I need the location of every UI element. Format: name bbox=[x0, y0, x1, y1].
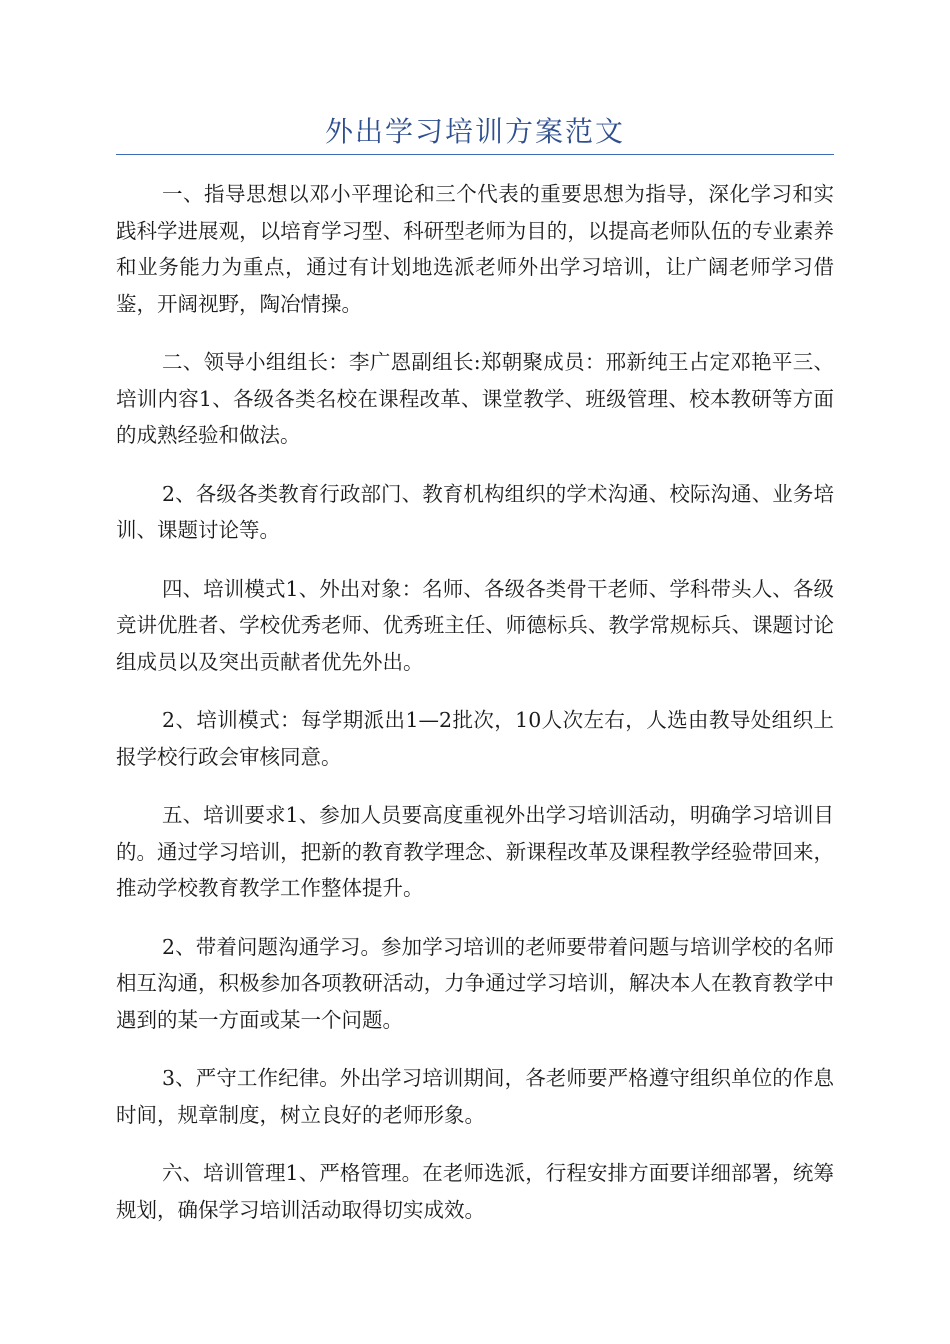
title-underline bbox=[116, 154, 834, 155]
document-body bbox=[116, 176, 834, 1250]
paragraph-discipline: 3、严守工作纪律。外出学习培训期间，各老师要严格遵守组织单位的作息时间，规章制度，树立良好的老师形象。 bbox=[116, 1066, 834, 1127]
paragraph-training-content-2: 2、各级各类教育行政部门、教育机构组织的学术沟通、校际沟通、业务培训、课题讨论等。 bbox=[116, 481, 834, 542]
paragraph-guiding-ideology: 一、指导思想以邓小平理论和三个代表的重要思想为指导，深化学习和实践科学进展观，以培育学习型、科研型老师为目的，以提高老师队伍的专业素养和业务能力为重点，通过有计划地选派老师外出学习培训，让广阔老师学习借鉴，开阔视野，陶冶情操。 bbox=[116, 182, 834, 316]
document-title: 外出学习培训方案范文 bbox=[324, 115, 625, 148]
paragraph-training-mode: 四、培训模式1、外出对象：名师、各级各类骨干老师、学科带头人、各级竞讲优胜者、学校优秀老师、优秀班主任、师德标兵、教学常规标兵、课题讨论组成员以及突出贡献者优先外出。 bbox=[116, 576, 834, 674]
paragraph-problem-learning: 2、带着问题沟通学习。参加学习培训的老师要带着问题与培训学校的名师相互沟通，积极参加各项教研活动，力争通过学习培训，解决本人在教育教学中遇到的某一方面或某一个问题。 bbox=[116, 934, 834, 1032]
paragraph-training-requirements: 五、培训要求1、参加人员要高度重视外出学习培训活动，明确学习培训目的。通过学习培训，把新的教育教学理念、新课程改革及课程教学经验带回来，推动学校教育教学工作整体提升。 bbox=[116, 803, 834, 900]
paragraph-training-schedule: 2、培训模式：每学期派出1—2批次，10人次左右，人选由教导处组织上报学校行政会审核同意。 bbox=[116, 708, 834, 769]
paragraph-training-management: 六、培训管理1、严格管理。在老师选派，行程安排方面要详细部署，统筹规划，确保学习培训活动取得切实成效。 bbox=[116, 1161, 834, 1222]
paragraph-leadership-group: 二、领导小组组长：李广恩副组长:郑朝聚成员：邢新纯王占定邓艳平三、培训内容1、各级各类名校在课程改革、课堂教学、班级管理、校本教研等方面的成熟经验和做法。 bbox=[116, 350, 834, 447]
